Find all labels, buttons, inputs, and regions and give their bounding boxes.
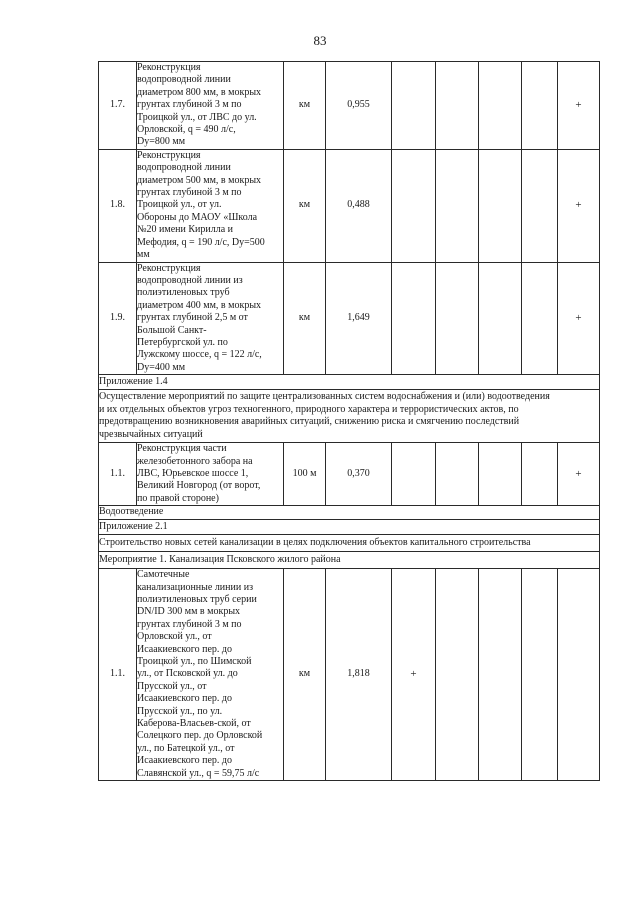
text-line: Прусской ул., по ул.: [137, 705, 223, 717]
section-row: [99, 552, 600, 569]
section-heading: Водоотведение: [99, 506, 600, 520]
empty-cell: [479, 443, 522, 506]
row-value: 1,649: [326, 262, 392, 375]
empty-cell: [392, 149, 436, 262]
text-line: чрезвычайных ситуаций: [99, 428, 203, 440]
protection-description: [99, 390, 600, 443]
row-mark: +: [392, 569, 436, 781]
text-line: ЛВС, Юрьевское шоссе 1,: [137, 467, 249, 479]
text-line: и их отдельных объектов угроз техногенного, природного характера и террористических актов, по: [99, 403, 519, 415]
row-mark: +: [558, 62, 600, 150]
empty-cell: [522, 262, 558, 375]
empty-cell: [558, 569, 600, 781]
row-number: 1.7.: [99, 62, 137, 150]
row-description: [137, 149, 284, 262]
section-row: [99, 520, 600, 535]
text-line: №20 имени Кирилла и: [137, 224, 234, 236]
table-row: [99, 62, 600, 150]
text-line: Реконструкция: [137, 62, 201, 73]
empty-cell: [522, 569, 558, 781]
row-value: 0,488: [326, 149, 392, 262]
empty-cell: [392, 62, 436, 150]
row-number: 1.1.: [99, 569, 137, 781]
text-line: Троицкой ул., от ул.: [137, 199, 222, 211]
table-row: [99, 262, 600, 375]
table-row: [99, 149, 600, 262]
section-row: [99, 506, 600, 520]
empty-cell: [479, 569, 522, 781]
text-line: Орловской ул., от: [137, 631, 212, 643]
text-line: диаметром 500 мм, в мокрых: [137, 174, 262, 186]
text-line: водопроводной линии: [137, 162, 231, 174]
row-description: [137, 262, 284, 375]
empty-cell: [479, 149, 522, 262]
row-description: [137, 569, 284, 781]
text-line: грунтах глубиной 3 м по: [137, 187, 242, 199]
text-line: Троицкой ул., по Шимской: [137, 656, 252, 668]
text-line: Славянской ул., q = 59,75 л/с: [137, 767, 260, 779]
text-line: полиэтиленовых труб серии: [137, 594, 257, 605]
page-number: 83: [313, 33, 327, 48]
row-mark: +: [558, 149, 600, 262]
empty-cell: [436, 262, 479, 375]
text-line: Великий Новгород (от ворот,: [137, 480, 261, 492]
text-line: ул., от Псковской ул. до: [137, 668, 238, 680]
text-line: Каберова-Власьев-ской, от: [137, 718, 251, 730]
text-line: по правой стороне): [137, 492, 219, 504]
text-line: канализационные линии из: [137, 581, 254, 593]
row-number: 1.1.: [99, 443, 137, 506]
text-line: Исаакиевского пер. до: [137, 755, 232, 767]
measures-table: [98, 61, 600, 781]
row-description: [137, 443, 284, 506]
row-value: 0,955: [326, 62, 392, 150]
section-row: [99, 375, 600, 390]
text-line: Реконструкция: [137, 149, 201, 161]
empty-cell: [479, 62, 522, 150]
appendix-heading: Приложение 1.4: [99, 375, 600, 390]
row-unit: км: [284, 262, 326, 375]
empty-cell: [436, 62, 479, 150]
empty-cell: [436, 443, 479, 506]
row-unit: км: [284, 569, 326, 781]
text-line: грунтах глубиной 3 м по: [137, 99, 242, 111]
row-value: 0,370: [326, 443, 392, 506]
text-line: Лужскому шоссе, q = 122 л/с,: [137, 349, 262, 361]
empty-cell: [522, 443, 558, 506]
row-mark: +: [558, 443, 600, 506]
empty-cell: [479, 262, 522, 375]
text-line: диаметром 800 мм, в мокрых: [137, 86, 262, 98]
row-number: 1.9.: [99, 262, 137, 375]
table-row: [99, 569, 600, 781]
text-line: мм: [137, 249, 150, 261]
section-row: [99, 390, 600, 443]
text-line: Мефодия, q = 190 л/с, Dy=500: [137, 236, 265, 248]
empty-cell: [436, 569, 479, 781]
text-line: железобетонного забора на: [137, 455, 253, 467]
text-line: ул., по Батецкой ул., от: [137, 742, 235, 754]
section-heading: Строительство новых сетей канализации в целях подключения объектов капитального строительства: [99, 535, 600, 552]
table-row: [99, 443, 600, 506]
text-line: Прусской ул., от: [137, 680, 207, 692]
text-line: Обороны до МАОУ «Школа: [137, 211, 258, 223]
text-line: Реконструкция: [137, 262, 201, 274]
text-line: DN/ID 300 мм в мокрых: [137, 606, 241, 618]
row-mark: +: [558, 262, 600, 375]
text-line: Dy=800 мм: [137, 136, 186, 148]
text-line: Осуществление мероприятий по защите централизованных систем водоснабжения и (или) водоотведения: [99, 391, 550, 403]
text-line: Троицкой ул., от ЛВС до ул.: [137, 111, 257, 123]
empty-cell: [392, 443, 436, 506]
text-line: Орловской, q = 490 л/с,: [137, 124, 236, 136]
text-line: Исаакиевского пер. до: [137, 643, 232, 655]
measure-heading: Мероприятие 1. Канализация Псковского жилого района: [99, 552, 600, 569]
row-unit: км: [284, 149, 326, 262]
text-line: водопроводной линии из: [137, 274, 243, 286]
text-line: водопроводной линии: [137, 74, 231, 86]
text-line: полиэтиленовых труб: [137, 287, 230, 299]
text-line: диаметром 400 мм, в мокрых: [137, 299, 262, 311]
empty-cell: [392, 262, 436, 375]
row-value: 1,818: [326, 569, 392, 781]
row-number: 1.8.: [99, 149, 137, 262]
text-line: Исаакиевского пер. до: [137, 693, 232, 705]
text-line: Dy=400 мм: [137, 361, 186, 373]
empty-cell: [522, 62, 558, 150]
text-line: предотвращению возникновения аварийных ситуаций, снижению риска и смягчению последствий: [99, 416, 520, 428]
empty-cell: [436, 149, 479, 262]
row-unit: 100 м: [284, 443, 326, 506]
text-line: Петербургской ул. по: [137, 336, 228, 348]
text-line: Реконструкция части: [137, 443, 227, 455]
text-line: Большой Санкт-: [137, 324, 207, 336]
appendix-heading: Приложение 2.1: [99, 520, 600, 535]
text-line: Самотечные: [137, 569, 190, 581]
text-line: Солецкого пер. до Орловской: [137, 730, 263, 742]
row-unit: км: [284, 62, 326, 150]
section-row: [99, 535, 600, 552]
text-line: грунтах глубиной 2,5 м от: [137, 312, 248, 324]
row-description: [137, 62, 284, 150]
empty-cell: [522, 149, 558, 262]
text-line: грунтах глубиной 3 м по: [137, 618, 242, 630]
